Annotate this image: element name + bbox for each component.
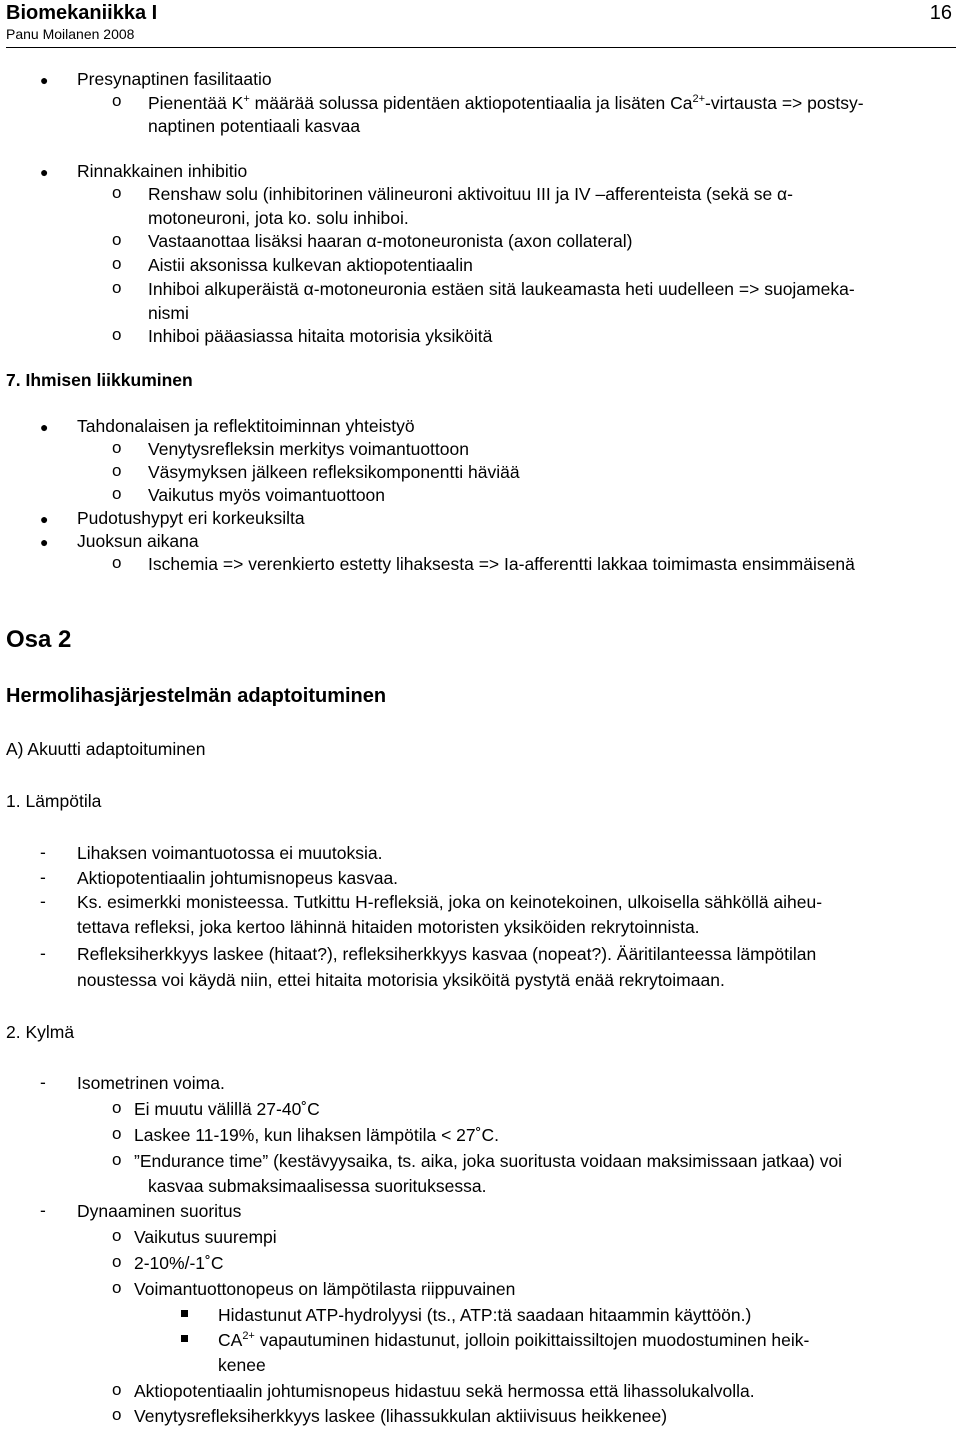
list-item: Ischemia => verenkierto estetty lihaksesta => Ia-afferentti lakkaa toimimasta ensimmäisenä [148, 554, 855, 574]
list-item: Renshaw solu (inhibitorinen välineuroni aktivoituu III ja IV –afferenteista (sekä se α- [148, 184, 793, 204]
bullet-icon: ● [40, 164, 49, 180]
circle-bullet-icon: o [112, 230, 122, 249]
circle-bullet-icon: o [112, 1278, 122, 1297]
circle-bullet-icon: o [112, 1226, 122, 1245]
list-item: $CA^{2+}$ vapautuminen hidastunut, jolloin poikittaissiltojen muodostuminen heik- [218, 1330, 810, 1350]
circle-bullet-icon: o [112, 183, 122, 202]
header-rule [6, 47, 956, 48]
dash-bullet-icon: - [40, 842, 46, 862]
circle-bullet-icon: o [112, 1150, 122, 1169]
list-item: Venytysrefleksin merkitys voimantuottoon [148, 439, 469, 459]
circle-bullet-icon: o [112, 438, 122, 457]
list-item: Voimantuottonopeus on lämpötilasta riippuvainen [134, 1279, 516, 1299]
list-item: Vastaanottaa lisäksi haaran α-motoneuronista (axon collateral) [148, 231, 633, 251]
list-item: Refleksiherkkyys laskee (hitaat?), refleksiherkkyys kasvaa (nopeat?). Ääritilanteessa lämpötilan [77, 944, 817, 964]
square-bullet-icon [181, 1310, 188, 1317]
dash-bullet-icon: - [40, 1072, 46, 1092]
list-item-continuation: nismi [148, 303, 189, 323]
list-item-continuation: naptinen potentiaali kasvaa [148, 116, 361, 136]
list-item: Pienentää K+ määrää solussa pidentäen aktiopotentiaalia ja lisäten $Ca^{2+}$-virtausta => postsy- [148, 93, 864, 113]
circle-bullet-icon: o [112, 1380, 122, 1399]
list-item-continuation: motoneuroni, jota ko. solu inhiboi. [148, 208, 409, 228]
list-item: Laskee 11-19%, kun lihaksen lämpötila < 27˚C. [134, 1125, 499, 1145]
circle-bullet-icon: o [112, 278, 122, 297]
square-bullet-icon [181, 1335, 188, 1342]
document-author: Panu Moilanen 2008 [6, 26, 135, 42]
list-item: Aistii aksonissa kulkevan aktiopotentiaalin [148, 255, 473, 275]
bullet-icon: ● [40, 534, 49, 550]
part-title: Osa 2 [6, 626, 72, 653]
circle-bullet-icon: o [112, 325, 122, 344]
circle-bullet-icon: o [112, 1405, 122, 1424]
list-item: 2-10%/-1˚C [134, 1253, 224, 1273]
circle-bullet-icon: o [112, 1098, 122, 1117]
list-item: Inhiboi pääasiassa hitaita motorisia yksiköitä [148, 326, 493, 346]
subsection-heading: 1. Lämpötila [6, 791, 102, 811]
circle-bullet-icon: o [112, 553, 122, 572]
list-item: Isometrinen voima. [77, 1073, 225, 1093]
list-item: Inhiboi alkuperäistä α-motoneuronia estäen sitä laukeamasta heti uudelleen => suojameka- [148, 279, 855, 299]
document-title: Biomekaniikka I [6, 2, 158, 24]
list-item: Lihaksen voimantuotossa ei muutoksia. [77, 843, 383, 863]
circle-bullet-icon: o [112, 1252, 122, 1271]
list-item: Dynaaminen suoritus [77, 1201, 242, 1221]
list-item: Presynaptinen fasilitaatio [77, 69, 272, 89]
bullet-icon: ● [40, 72, 49, 88]
circle-bullet-icon: o [112, 254, 122, 273]
list-item: Vaikutus suurempi [134, 1227, 277, 1247]
page-number: 16 [929, 2, 952, 24]
list-item-continuation: kenee [218, 1355, 266, 1375]
list-item-continuation: kasvaa submaksimaalisessa suorituksessa. [148, 1176, 487, 1196]
bullet-icon: ● [40, 511, 49, 527]
circle-bullet-icon: o [112, 91, 122, 110]
list-item: Venytysrefleksiherkkyys laskee (lihassukkulan aktiivisuus heikkenee) [134, 1406, 668, 1426]
list-item: Tahdonalaisen ja reflektitoiminnan yhteistyö [77, 416, 415, 436]
dash-bullet-icon: - [40, 891, 46, 911]
list-item: Väsymyksen jälkeen refleksikomponentti häviää [148, 462, 520, 482]
dash-bullet-icon: - [40, 867, 46, 887]
list-item: ”Endurance time” (kestävyysaika, ts. aika, joka suoritusta voidaan maksimissaan jatkaa) voi [134, 1151, 843, 1171]
list-item: Vaikutus myös voimantuottoon [148, 485, 386, 505]
circle-bullet-icon: o [112, 1124, 122, 1143]
list-item: Aktiopotentiaalin johtumisnopeus hidastuu sekä hermossa että lihassolukalvolla. [134, 1381, 755, 1401]
list-item-continuation: tettava refleksi, joka kertoo lähinnä hitaiden motoristen yksiköiden rekrytoinnista. [77, 917, 700, 937]
list-item: Hidastunut ATP-hydrolyysi (ts., ATP:tä saadaan hitaammin käyttöön.) [218, 1305, 752, 1325]
list-item: Pudotushypyt eri korkeuksilta [77, 508, 305, 528]
list-item: Ei muutu välillä 27-40˚C [134, 1099, 320, 1119]
part-subtitle: Hermolihasjärjestelmän adaptoituminen [6, 685, 387, 707]
bullet-icon: ● [40, 419, 49, 435]
dash-bullet-icon: - [40, 943, 46, 963]
dash-bullet-icon: - [40, 1200, 46, 1220]
section-heading: 7. Ihmisen liikkuminen [6, 370, 193, 390]
subsection-heading: 2. Kylmä [6, 1022, 75, 1042]
list-item: Juoksun aikana [77, 531, 199, 551]
list-item: Aktiopotentiaalin johtumisnopeus kasvaa. [77, 868, 399, 888]
section-heading: A) Akuutti adaptoituminen [6, 739, 206, 759]
list-item: Rinnakkainen inhibitio [77, 161, 248, 181]
circle-bullet-icon: o [112, 484, 122, 503]
circle-bullet-icon: o [112, 461, 122, 480]
list-item: Ks. esimerkki monisteessa. Tutkittu H-refleksiä, joka on keinotekoinen, ulkoisella sähköllä aiheu- [77, 892, 823, 912]
list-item-continuation: noustessa voi käydä niin, ettei hitaita motorisia yksiköitä pystytä enää rekrytoimaan. [77, 970, 725, 990]
